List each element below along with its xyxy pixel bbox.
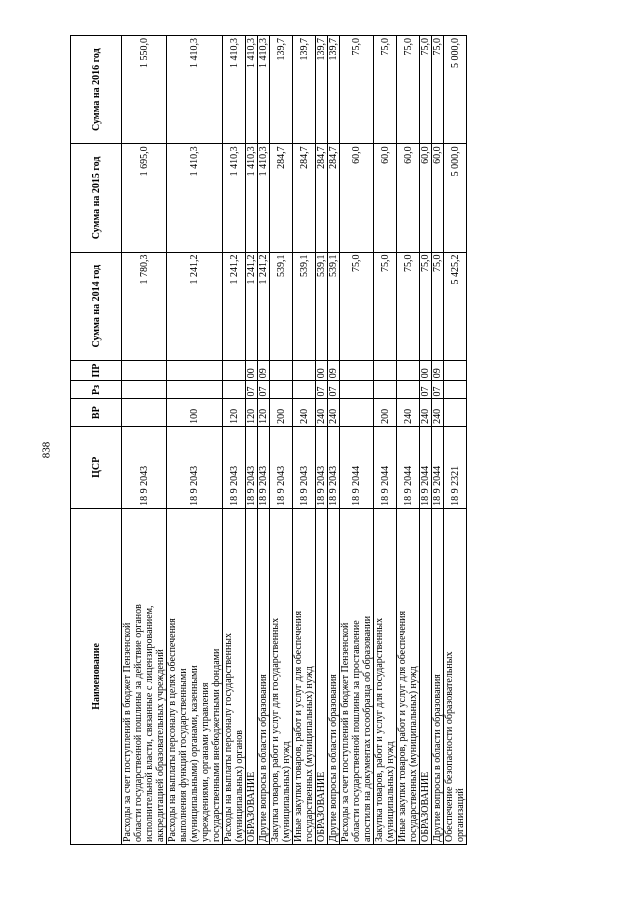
cell-csr: 18 9 2043 — [223, 426, 246, 508]
cell-pr — [397, 360, 420, 381]
table-row — [167, 36, 223, 845]
cell-name-line: ОБРАЗОВАНИЕ — [420, 771, 431, 842]
cell-name — [374, 508, 397, 844]
cell-2015: 60,0 — [397, 144, 420, 252]
cell-csr: 18 9 2043 — [316, 426, 328, 508]
cell-name-line: (муниципальными) органами, казенными — [189, 665, 200, 842]
cell-rz — [167, 381, 223, 399]
cell-name-line: государственных (муниципальных) нужд — [304, 666, 315, 842]
cell-pr: 09 — [432, 360, 444, 381]
cell-vr: 120 — [246, 399, 258, 426]
cell-2014: 75,0 — [374, 252, 397, 360]
cell-name-line: апостиля на документах госообразца об образовании — [362, 615, 373, 842]
cell-name — [293, 508, 316, 844]
cell-name-line: (муниципальных) нужд — [281, 741, 292, 842]
cell-rz: 07 — [420, 381, 432, 399]
budget-table — [70, 35, 467, 845]
cell-rz — [444, 381, 467, 399]
cell-rz: 07 — [328, 381, 340, 399]
cell-2016: 1 410,3 — [258, 36, 270, 144]
cell-2016: 1 550,0 — [122, 36, 167, 144]
cell-vr: 240 — [293, 399, 316, 426]
cell-vr — [122, 399, 167, 426]
cell-name-line: области государственной пошлины за проставление — [351, 620, 362, 842]
cell-csr: 18 9 2044 — [432, 426, 444, 508]
cell-name — [420, 508, 432, 844]
cell-csr: 18 9 2043 — [122, 426, 167, 508]
cell-name — [340, 508, 374, 844]
cell-name-line: организаций — [455, 788, 466, 842]
cell-2016: 1 410,3 — [246, 36, 258, 144]
cell-name — [432, 508, 444, 844]
cell-2016: 139,7 — [316, 36, 328, 144]
cell-csr: 18 9 2043 — [328, 426, 340, 508]
cell-rz — [270, 381, 293, 399]
cell-2015: 1 410,3 — [167, 144, 223, 252]
cell-vr: 120 — [223, 399, 246, 426]
cell-pr — [340, 360, 374, 381]
rotated-page — [70, 35, 590, 845]
cell-name-line: исполнительной власти, связанные с лицензированием, — [144, 605, 155, 842]
cell-vr: 100 — [167, 399, 223, 426]
cell-name-line: выполнения функций государственными — [178, 668, 189, 842]
header-2014: Сумма на 2014 год — [71, 252, 122, 360]
table-row — [122, 36, 167, 845]
cell-2015: 1 410,3 — [258, 144, 270, 252]
cell-vr: 240 — [397, 399, 420, 426]
cell-name-line: ОБРАЗОВАНИЕ — [316, 771, 327, 842]
cell-2014: 75,0 — [397, 252, 420, 360]
cell-2014: 5 425,2 — [444, 252, 467, 360]
cell-2015: 1 410,3 — [223, 144, 246, 252]
header-pr: ПР — [71, 360, 122, 381]
cell-2015: 60,0 — [432, 144, 444, 252]
cell-vr: 240 — [432, 399, 444, 426]
cell-name-line: ОБРАЗОВАНИЕ — [246, 771, 257, 842]
cell-name-line: Расходы за счет поступлений в бюджет Пензенской — [340, 622, 351, 842]
cell-name — [246, 508, 258, 844]
cell-2014: 1 241,2 — [258, 252, 270, 360]
cell-2016: 75,0 — [374, 36, 397, 144]
cell-2015: 284,7 — [270, 144, 293, 252]
cell-pr: 09 — [328, 360, 340, 381]
cell-2014: 75,0 — [420, 252, 432, 360]
header-row — [71, 36, 122, 845]
cell-name-line: (муниципальных) органов — [234, 729, 245, 842]
cell-name-line: Закупка товаров, работ и услуг для государственных — [374, 617, 385, 842]
table-body — [122, 36, 467, 845]
cell-pr — [270, 360, 293, 381]
cell-rz: 07 — [316, 381, 328, 399]
cell-rz — [223, 381, 246, 399]
cell-rz: 07 — [432, 381, 444, 399]
cell-name-line: Расходы за счет поступлений в бюджет Пензенской — [122, 622, 133, 842]
cell-2014: 75,0 — [432, 252, 444, 360]
cell-2015: 284,7 — [316, 144, 328, 252]
cell-rz — [340, 381, 374, 399]
cell-name-line: Закупка товаров, работ и услуг для государственных — [270, 617, 281, 842]
cell-name-line: государственных (муниципальных) нужд — [408, 666, 419, 842]
table-row — [397, 36, 420, 845]
cell-2016: 1 410,3 — [167, 36, 223, 144]
cell-name-line: Расходы на выплаты персоналу в целях обеспечения — [167, 618, 178, 842]
cell-csr: 18 9 2043 — [258, 426, 270, 508]
cell-pr — [444, 360, 467, 381]
cell-pr: 09 — [258, 360, 270, 381]
table-row — [340, 36, 374, 845]
cell-2015: 284,7 — [293, 144, 316, 252]
cell-name-line: Другие вопросы в области образования — [432, 674, 443, 842]
cell-2015: 1 410,3 — [246, 144, 258, 252]
cell-pr — [223, 360, 246, 381]
cell-csr: 18 9 2044 — [340, 426, 374, 508]
cell-name-line: (муниципальных) нужд — [385, 741, 396, 842]
cell-2014: 1 241,2 — [246, 252, 258, 360]
cell-name — [316, 508, 328, 844]
cell-vr: 240 — [420, 399, 432, 426]
cell-name-line: области государственной пошлины за действие органов — [133, 604, 144, 842]
cell-2016: 75,0 — [432, 36, 444, 144]
cell-vr: 200 — [374, 399, 397, 426]
cell-name — [444, 508, 467, 844]
cell-name — [122, 508, 167, 844]
table-row — [444, 36, 467, 845]
cell-name-line: государственными внебюджетными фондами — [211, 648, 222, 842]
table-row — [258, 36, 270, 845]
cell-rz — [374, 381, 397, 399]
cell-vr: 240 — [328, 399, 340, 426]
cell-rz — [293, 381, 316, 399]
cell-csr: 18 9 2043 — [293, 426, 316, 508]
table-row — [328, 36, 340, 845]
table-row — [270, 36, 293, 845]
cell-2015: 60,0 — [374, 144, 397, 252]
cell-name — [223, 508, 246, 844]
cell-csr: 18 9 2321 — [444, 426, 467, 508]
cell-name-line: Иные закупки товаров, работ и услуг для обеспечения — [397, 610, 408, 842]
cell-2014: 539,1 — [316, 252, 328, 360]
cell-vr: 200 — [270, 399, 293, 426]
cell-2014: 1 241,2 — [167, 252, 223, 360]
cell-name-line: учреждениями, органами управления — [200, 682, 211, 842]
cell-vr: 120 — [258, 399, 270, 426]
cell-name — [397, 508, 420, 844]
header-name: Наименование — [71, 508, 122, 844]
cell-2016: 75,0 — [340, 36, 374, 144]
cell-pr: 00 — [420, 360, 432, 381]
table-row — [420, 36, 432, 845]
header-2015: Сумма на 2015 год — [71, 144, 122, 252]
cell-2015: 60,0 — [420, 144, 432, 252]
table-row — [316, 36, 328, 845]
cell-pr: 00 — [246, 360, 258, 381]
cell-2015: 284,7 — [328, 144, 340, 252]
cell-name — [167, 508, 223, 844]
header-rz: Рз — [71, 381, 122, 399]
cell-2014: 1 241,2 — [223, 252, 246, 360]
cell-2016: 5 000,0 — [444, 36, 467, 144]
cell-pr — [374, 360, 397, 381]
cell-2016: 75,0 — [420, 36, 432, 144]
cell-name — [258, 508, 270, 844]
cell-pr — [293, 360, 316, 381]
table-row — [246, 36, 258, 845]
cell-csr: 18 9 2044 — [420, 426, 432, 508]
cell-2014: 539,1 — [328, 252, 340, 360]
cell-csr: 18 9 2043 — [167, 426, 223, 508]
cell-2015: 5 000,0 — [444, 144, 467, 252]
cell-2014: 539,1 — [293, 252, 316, 360]
cell-name — [270, 508, 293, 844]
header-2016: Сумма на 2016 год — [71, 36, 122, 144]
cell-name-line: Расходы на выплаты персоналу государственных — [223, 632, 234, 842]
cell-csr: 18 9 2043 — [246, 426, 258, 508]
cell-name-line: аккредитацией образовательных учреждений — [155, 649, 166, 842]
cell-2015: 1 695,0 — [122, 144, 167, 252]
page-number: 838 — [40, 441, 53, 459]
cell-vr: 240 — [316, 399, 328, 426]
cell-name-line: Иные закупки товаров, работ и услуг для обеспечения — [293, 610, 304, 842]
table-row — [223, 36, 246, 845]
cell-2016: 75,0 — [397, 36, 420, 144]
cell-name — [328, 508, 340, 844]
cell-2014: 75,0 — [340, 252, 374, 360]
header-csr: ЦСР — [71, 426, 122, 508]
cell-2015: 60,0 — [340, 144, 374, 252]
cell-csr: 18 9 2044 — [397, 426, 420, 508]
cell-name-line: Другие вопросы в области образования — [328, 674, 339, 842]
table-row — [432, 36, 444, 845]
cell-pr: 00 — [316, 360, 328, 381]
header-vr: ВР — [71, 399, 122, 426]
cell-2016: 1 410,3 — [223, 36, 246, 144]
cell-pr — [122, 360, 167, 381]
cell-2016: 139,7 — [293, 36, 316, 144]
cell-name-line: Другие вопросы в области образования — [258, 674, 269, 842]
cell-rz: 07 — [258, 381, 270, 399]
cell-2014: 1 780,3 — [122, 252, 167, 360]
cell-vr — [340, 399, 374, 426]
cell-2014: 539,1 — [270, 252, 293, 360]
cell-name-line: Обеспечение безопасности образовательных — [444, 651, 455, 842]
cell-2016: 139,7 — [270, 36, 293, 144]
cell-vr — [444, 399, 467, 426]
cell-csr: 18 9 2043 — [270, 426, 293, 508]
cell-rz — [122, 381, 167, 399]
cell-2016: 139,7 — [328, 36, 340, 144]
cell-pr — [167, 360, 223, 381]
cell-rz: 07 — [246, 381, 258, 399]
table-row — [374, 36, 397, 845]
cell-rz — [397, 381, 420, 399]
cell-csr: 18 9 2044 — [374, 426, 397, 508]
table-row — [293, 36, 316, 845]
